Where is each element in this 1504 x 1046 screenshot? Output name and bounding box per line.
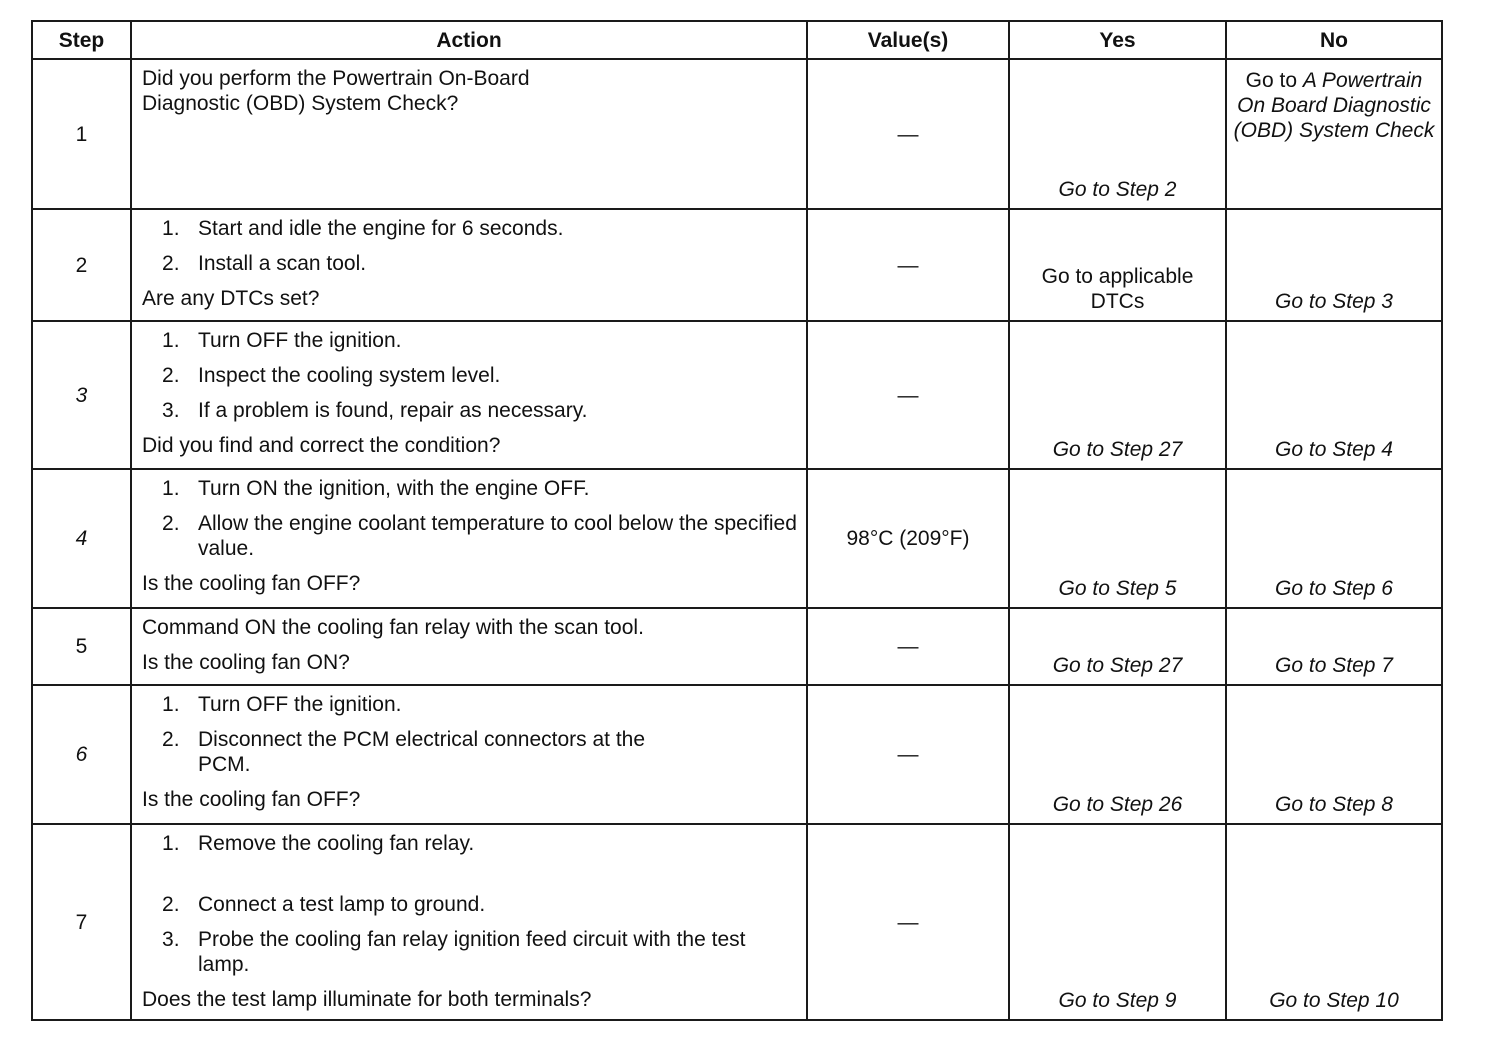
step-number: 3 (32, 321, 131, 469)
value-cell: — (807, 685, 1009, 824)
value-cell: — (807, 608, 1009, 685)
step-number: 4 (32, 469, 131, 608)
action-text: Command ON the cooling fan relay with the scan tool. (142, 616, 644, 639)
step-number: 5 (32, 608, 131, 685)
step-number: 1 (32, 59, 131, 209)
header-yes: Yes (1009, 21, 1226, 59)
action-question: Is the cooling fan OFF? (142, 572, 361, 595)
action-question: Is the cooling fan ON? (142, 651, 350, 674)
action-item: Turn ON the ignition, with the engine OFF. (198, 477, 590, 500)
header-action: Action (131, 21, 807, 59)
action-cell (131, 608, 807, 685)
action-cell (131, 59, 807, 209)
value-cell: — (807, 209, 1009, 321)
value-cell: — (807, 824, 1009, 1020)
table-row (32, 209, 1442, 321)
action-item: Install a scan tool. (198, 252, 367, 275)
yes-link[interactable]: Go to Step 9 (1009, 824, 1226, 1020)
action-item: Probe the cooling fan relay ignition feed circuit with the test lamp. (198, 928, 746, 976)
no-link[interactable]: A Powertrain On Board Diagnostic (OBD) System Check (1233, 69, 1435, 142)
no-cell (1226, 59, 1442, 209)
value-cell: 98°C (209°F) (807, 469, 1009, 608)
action-cell (131, 469, 807, 608)
action-cell (131, 824, 807, 1020)
header-row (32, 21, 1442, 59)
value-cell: — (807, 59, 1009, 209)
action-text: Did you perform the Powertrain On-Board (142, 67, 530, 90)
step-number: 2 (32, 209, 131, 321)
action-cell (131, 685, 807, 824)
table-row (32, 321, 1442, 469)
no-link[interactable]: Go to Step 10 (1226, 824, 1442, 1020)
action-item: Inspect the cooling system level. (198, 364, 501, 387)
no-prefix: Go to (1245, 69, 1303, 92)
action-item: Remove the cooling fan relay. (198, 832, 475, 855)
diagnostic-table (31, 20, 1443, 1021)
action-item: If a problem is found, repair as necessary. (198, 399, 588, 422)
action-cell (131, 209, 807, 321)
no-link[interactable]: Go to Step 6 (1226, 469, 1442, 608)
no-link[interactable]: Go to Step 4 (1226, 321, 1442, 469)
yes-link[interactable]: Go to applicable DTCs (1009, 209, 1226, 321)
yes-link[interactable]: Go to Step 5 (1009, 469, 1226, 608)
table-row (32, 608, 1442, 685)
action-item: Turn OFF the ignition. (198, 329, 402, 352)
action-cell (131, 321, 807, 469)
action-question: Are any DTCs set? (142, 287, 320, 310)
yes-link[interactable]: Go to Step 26 (1009, 685, 1226, 824)
action-question: Does the test lamp illuminate for both terminals? (142, 988, 592, 1011)
no-link[interactable]: Go to Step 8 (1226, 685, 1442, 824)
action-question: Is the cooling fan OFF? (142, 788, 361, 811)
step-number: 6 (32, 685, 131, 824)
table-row (32, 824, 1442, 1020)
action-item: Start and idle the engine for 6 seconds. (198, 217, 564, 240)
yes-link[interactable]: Go to Step 27 (1009, 321, 1226, 469)
yes-link[interactable]: Go to Step 27 (1009, 608, 1226, 685)
value-cell: — (807, 321, 1009, 469)
yes-link[interactable]: Go to Step 2 (1009, 59, 1226, 209)
action-item: Disconnect the PCM electrical connectors at the PCM. (198, 728, 646, 776)
action-item: Allow the engine coolant temperature to cool below the specified value. (198, 512, 797, 560)
table-row (32, 469, 1442, 608)
step-number: 7 (32, 824, 131, 1020)
action-question: Did you find and correct the condition? (142, 434, 501, 457)
header-no: No (1226, 21, 1442, 59)
header-values: Value(s) (807, 21, 1009, 59)
action-text: Diagnostic (OBD) System Check? (142, 92, 459, 115)
table-row (32, 685, 1442, 824)
header-step: Step (32, 21, 131, 59)
action-item: Turn OFF the ignition. (198, 693, 402, 716)
no-link[interactable]: Go to Step 7 (1226, 608, 1442, 685)
action-item: Connect a test lamp to ground. (198, 893, 486, 916)
no-link[interactable]: Go to Step 3 (1226, 209, 1442, 321)
table-row (32, 59, 1442, 209)
